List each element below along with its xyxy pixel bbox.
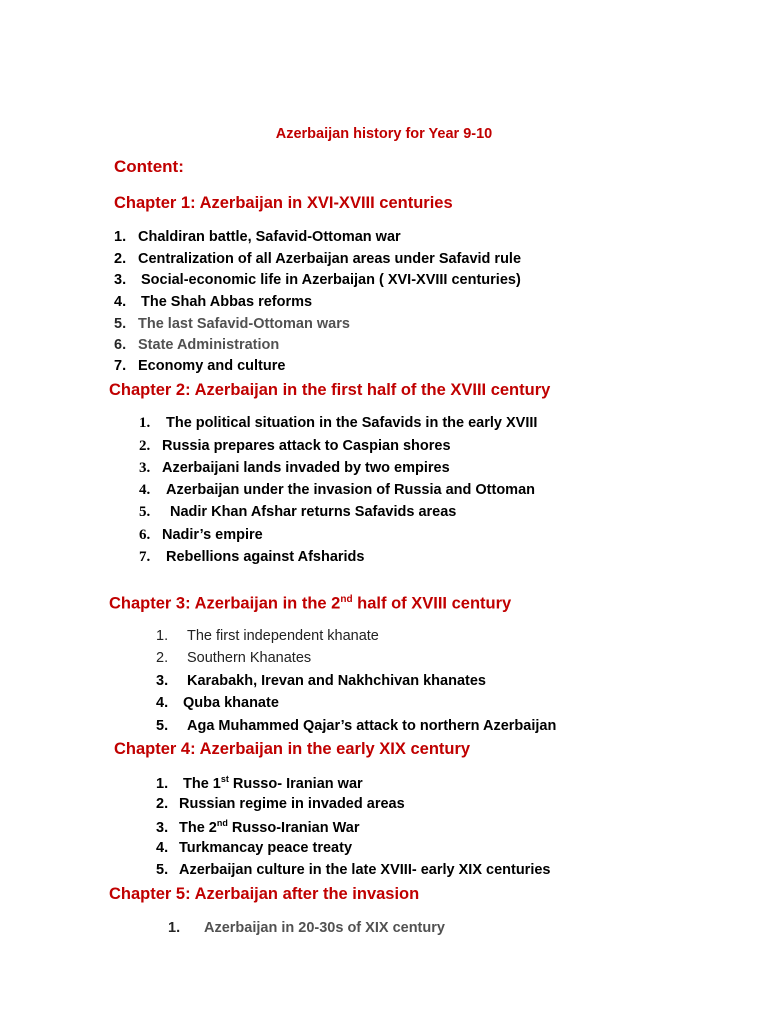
list-item: 5. Aga Muhammed Qajar’s attack to northern Azerbaijan xyxy=(156,718,557,734)
list-item: 1. Azerbaijan in 20-30s of XIX century xyxy=(168,920,445,936)
content-heading: Content: xyxy=(114,157,184,176)
chapter-4-heading: Chapter 4: Azerbaijan in the early XIX century xyxy=(114,740,471,758)
chapter-5-heading: Chapter 5: Azerbaijan after the invasion xyxy=(109,885,420,903)
list-item: 5. Azerbaijan culture in the late XVIII- early XIX centuries xyxy=(156,862,551,878)
list-item: 2. Southern Khanates xyxy=(156,650,312,666)
list-item: 6. State Administration xyxy=(114,337,280,353)
chapter-1-heading: Chapter 1: Azerbaijan in XVI-XVIII centuries xyxy=(114,194,453,212)
list-item: 4. Quba khanate xyxy=(156,695,279,711)
list-item: 7. Rebellions against Afsharids xyxy=(139,549,365,565)
list-item: 3. Karabakh, Irevan and Nakhchivan khanates xyxy=(156,673,486,689)
list-item: 4. The Shah Abbas reforms xyxy=(114,294,313,310)
list-item: 3. Social-economic life in Azerbaijan ( XVI-XVIII centuries) xyxy=(114,272,521,288)
list-item: 1. The political situation in the Safavids in the early XVIII xyxy=(139,415,538,431)
list-item: 2. Russian regime in invaded areas xyxy=(156,796,405,812)
list-item: 4. Turkmancay peace treaty xyxy=(156,840,353,856)
list-item: 7. Economy and culture xyxy=(114,358,286,374)
list-item: 1. The 1st Russo- Iranian war xyxy=(156,774,363,792)
chapter-2-heading: Chapter 2: Azerbaijan in the first half of the XVIII century xyxy=(109,381,551,399)
list-item: 1. The first independent khanate xyxy=(156,628,379,644)
list-item: 1. Chaldiran battle, Safavid-Ottoman war xyxy=(114,229,401,245)
list-item: 5. Nadir Khan Afshar returns Safavids areas xyxy=(139,504,457,520)
chapter-3-heading: Chapter 3: Azerbaijan in the 2nd half of XVIII century xyxy=(109,594,512,613)
list-item: 3. Azerbaijani lands invaded by two empires xyxy=(139,460,450,476)
list-item: 5. The last Safavid-Ottoman wars xyxy=(114,316,350,332)
list-item: 2. Russia prepares attack to Caspian shores xyxy=(139,438,451,454)
list-item: 2. Centralization of all Azerbaijan areas under Safavid rule xyxy=(114,251,522,267)
list-item: 4. Azerbaijan under the invasion of Russia and Ottoman xyxy=(139,482,535,498)
list-item: 3. The 2nd Russo-Iranian War xyxy=(156,818,360,836)
document-title: Azerbaijan history for Year 9-10 xyxy=(275,126,493,142)
list-item: 6. Nadir’s empire xyxy=(139,527,263,543)
